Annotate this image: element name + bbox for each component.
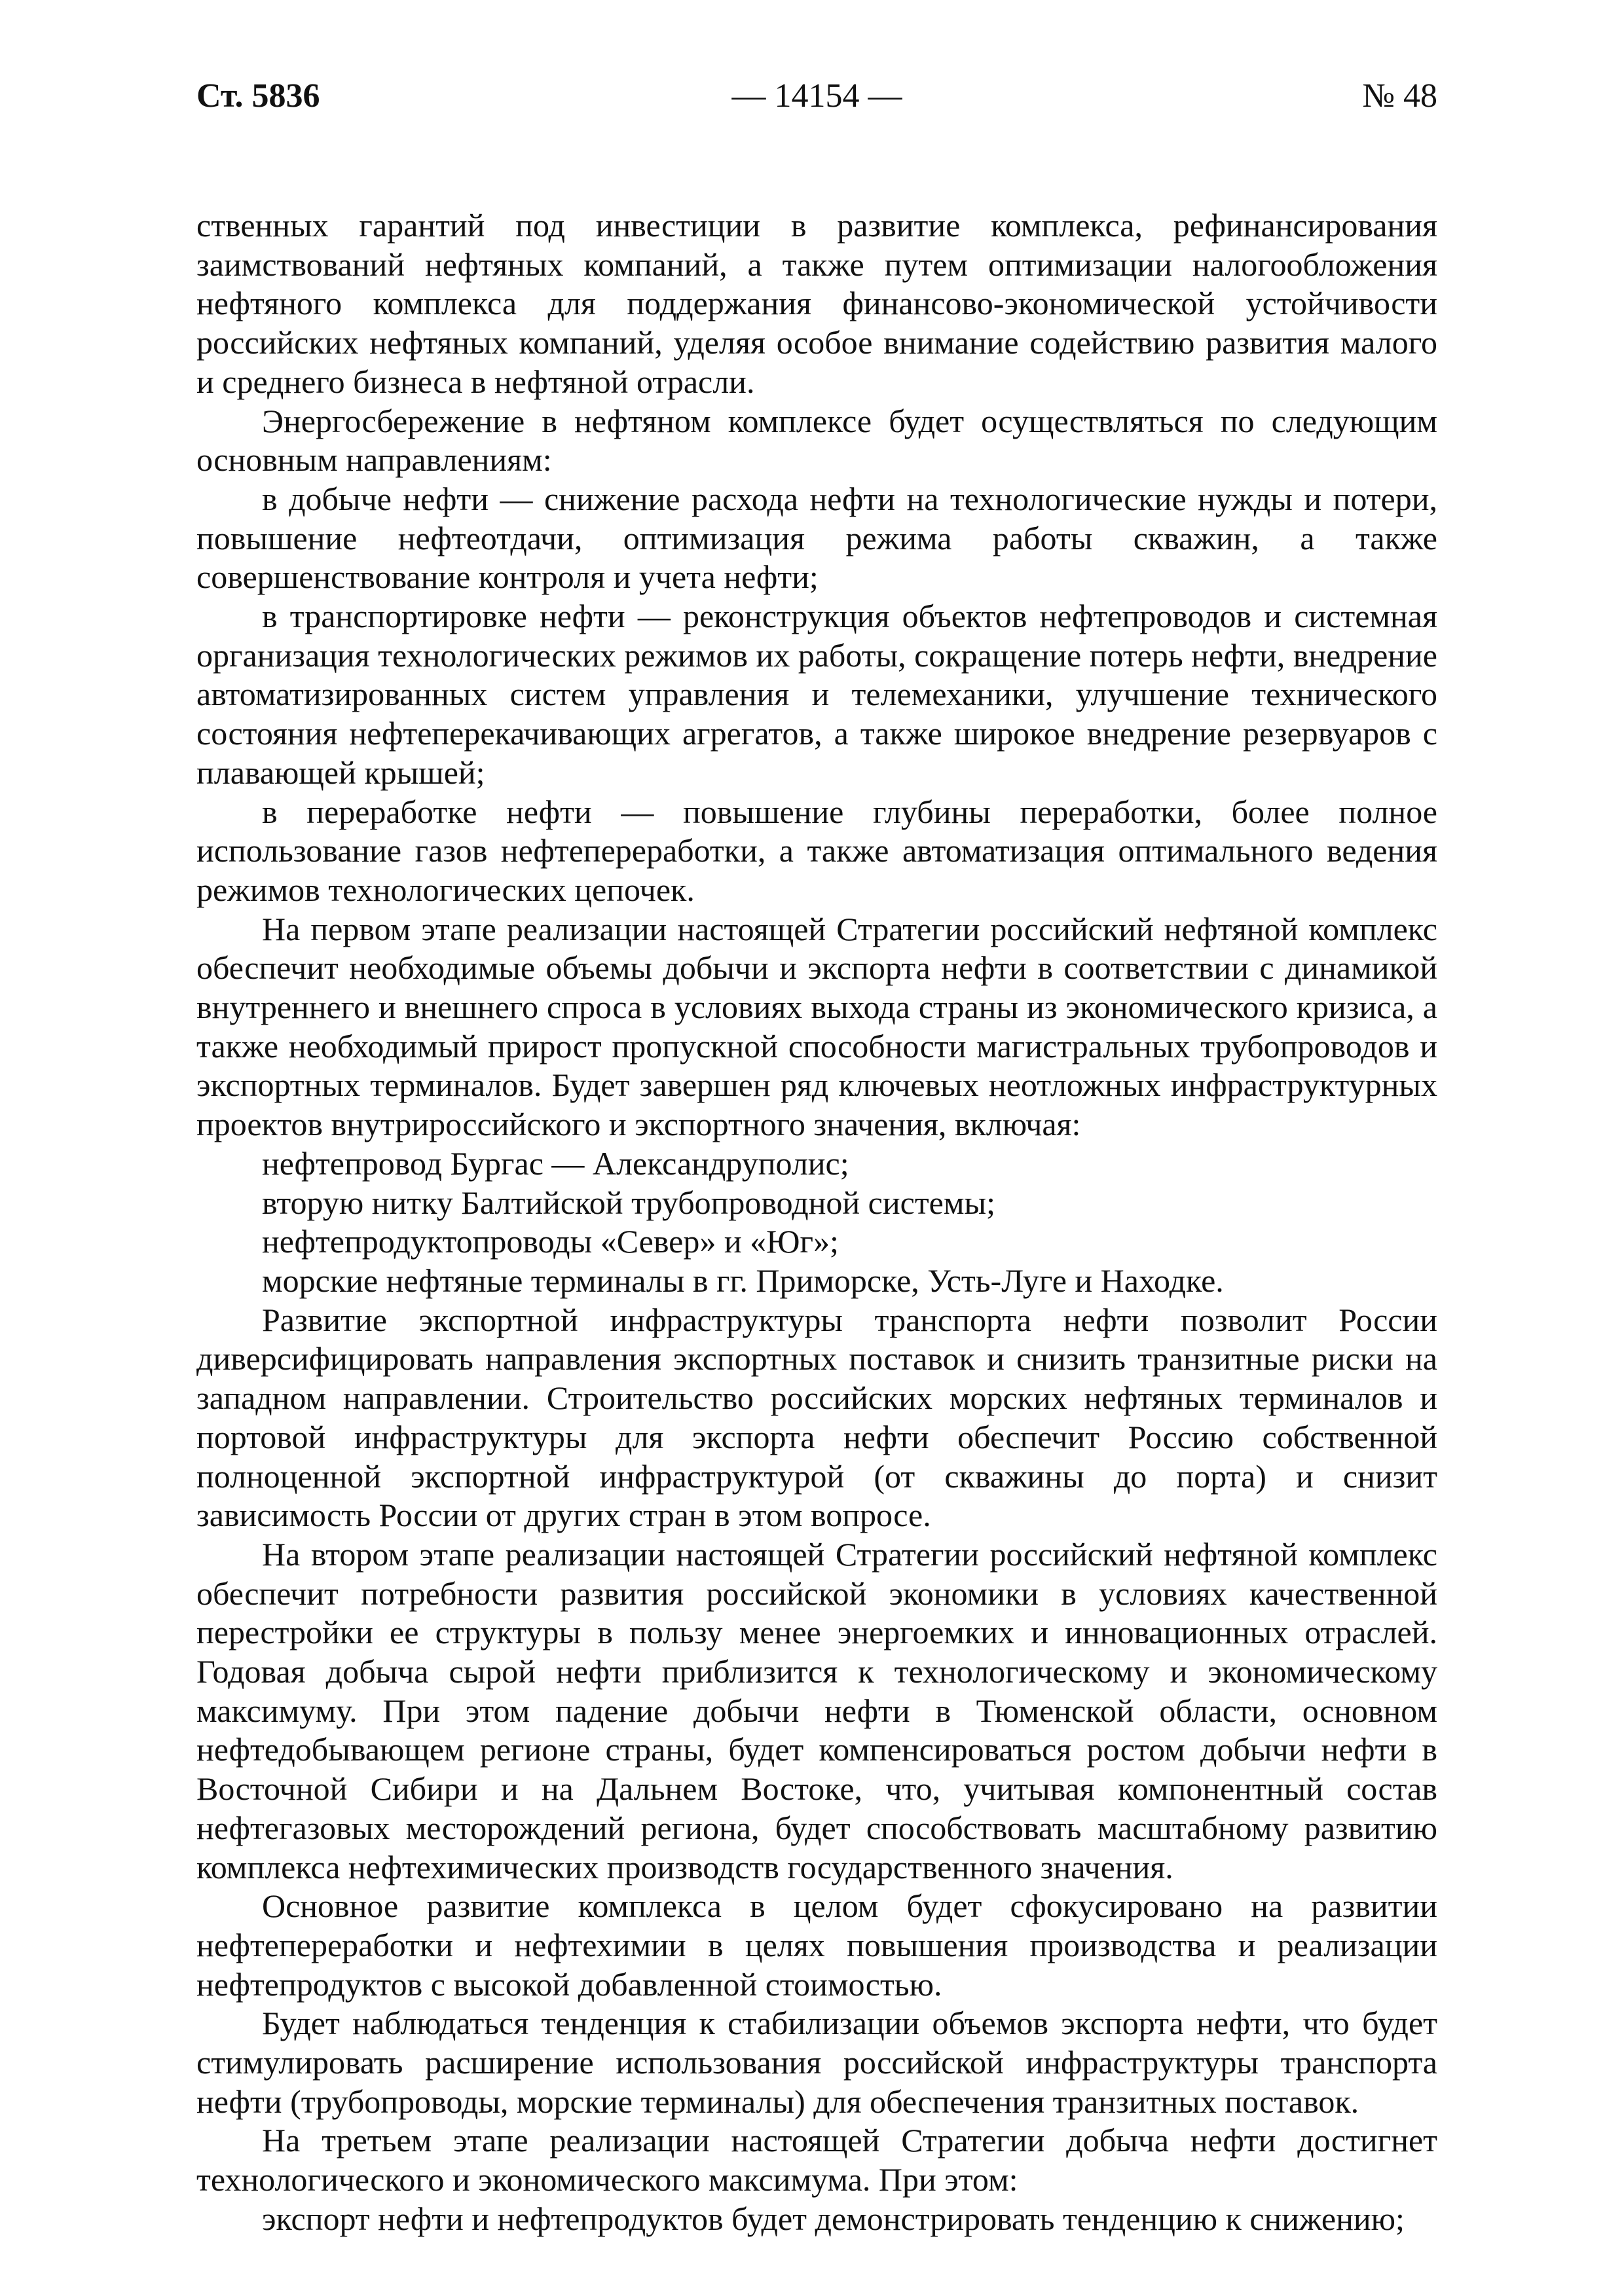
paragraph: в добыче нефти — снижение расхода нефти на технологические нужды и потери, повышение нефтеотдачи, оптимизация режима работы скважин, а также совершенствование контроля и учета нефти; (196, 480, 1437, 596)
paragraph: Основное развитие комплекса в целом будет сфокусировано на развитии нефтепереработки и нефтехимии в целях повышения производства и реализации нефтепродуктов с высокой добавленной стоимостью. (196, 1887, 1437, 2003)
article-number: Ст. 5836 (196, 77, 320, 115)
paragraph: Энергосбережение в нефтяном комплексе будет осуществляться по следующим основным направлениям: (196, 402, 1437, 479)
paragraph: Будет наблюдаться тенденция к стабилизации объемов экспорта нефти, что будет стимулировать расширение использования российской инфраструктуры транспорта нефти (трубопроводы, морские терминалы) для обеспечения транзитных поставок. (196, 2005, 1437, 2120)
document-page (196, 69, 1437, 2239)
list-item: нефтепродуктопроводы «Север» и «Юг»; (262, 1223, 839, 1260)
paragraph: На первом этапе реализации настоящей Стратегии российский нефтяной комплекс обеспечит необходимые объемы добычи и экспорта нефти в соответствии с динамикой внутреннего и внешнего спроса в условиях выхода страны из экономического кризиса, а также необходимый прирост пропускной способности магистральных трубопроводов и экспортных терминалов. Будет завершен ряд ключевых неотложных инфраструктурных проектов внутрироссийского и экспортного значения, включая: (196, 910, 1437, 1143)
list-item: нефтепровод Бургас — Александруполис; (262, 1144, 849, 1182)
paragraph: в переработке нефти — повышение глубины переработки, более полное использование газов нефтепереработки, а также автоматизация оптимального ведения режимов технологических цепочек. (196, 793, 1437, 908)
list-item: вторую нитку Балтийской трубопроводной системы; (262, 1184, 995, 1221)
paragraph: Развитие экспортной инфраструктуры транспорта нефти позволит России диверсифицировать направления экспортных поставок и снизить транзитные риски на западном направлении. Строительство российских морских нефтяных терминалов и портовой инфраструктуры для экспорта нефти обеспечит Россию собственной полноценной экспортной инфраструктурой (от скважины до порта) и снизит зависимость России от других стран в этом вопросе. (196, 1301, 1437, 1534)
list-item: морские нефтяные терминалы в гг. Приморске, Усть-Луге и Находке. (262, 1262, 1224, 1299)
paragraph: На третьем этапе реализации настоящей Стратегии добыча нефти достигнет технологического и экономического максимума. При этом: (196, 2122, 1437, 2198)
paragraph: ственных гарантий под инвестиции в развитие комплекса, рефинансирования заимствований нефтяных компаний, а также путем оптимизации налогообложения нефтяного комплекса для поддержания финансово-экономической устойчивости российских нефтяных компаний, уделяя особое внимание содействию развития малого и среднего бизнеса в нефтяной отрасли. (196, 207, 1437, 400)
paragraph: в транспортировке нефти — реконструкция объектов нефтепроводов и системная организация технологических режимов их работы, сокращение потерь нефти, внедрение автоматизированных систем управления и телемеханики, улучшение технического состояния нефтеперекачивающих агрегатов, а также широкое внедрение резервуаров с плавающей крышей; (196, 598, 1437, 791)
page-header (196, 69, 1437, 128)
document-body (196, 206, 1437, 2239)
issue-number: № 48 (1362, 77, 1437, 115)
paragraph: На втором этапе реализации настоящей Стратегии российский нефтяной комплекс обеспечит потребности развития российской экономики в условиях качественной перестройки ее структуры в пользу менее энергоемких и инновационных отраслей. Годовая добыча сырой нефти приблизится к технологическому и экономическому максимуму. При этом падение добычи нефти в Тюменской области, основном нефтедобывающем регионе страны, будет компенсироваться ростом добычи нефти в Восточной Сибири и на Дальнем Востоке, что, учитывая компонентный состав нефтегазовых месторождений региона, будет способствовать масштабному развитию комплекса нефтехимических производств государственного значения. (196, 1535, 1437, 1886)
paragraph: экспорт нефти и нефтепродуктов будет демонстрировать тенденцию к снижению; (262, 2200, 1405, 2237)
page-number: — 14154 — (731, 77, 902, 115)
